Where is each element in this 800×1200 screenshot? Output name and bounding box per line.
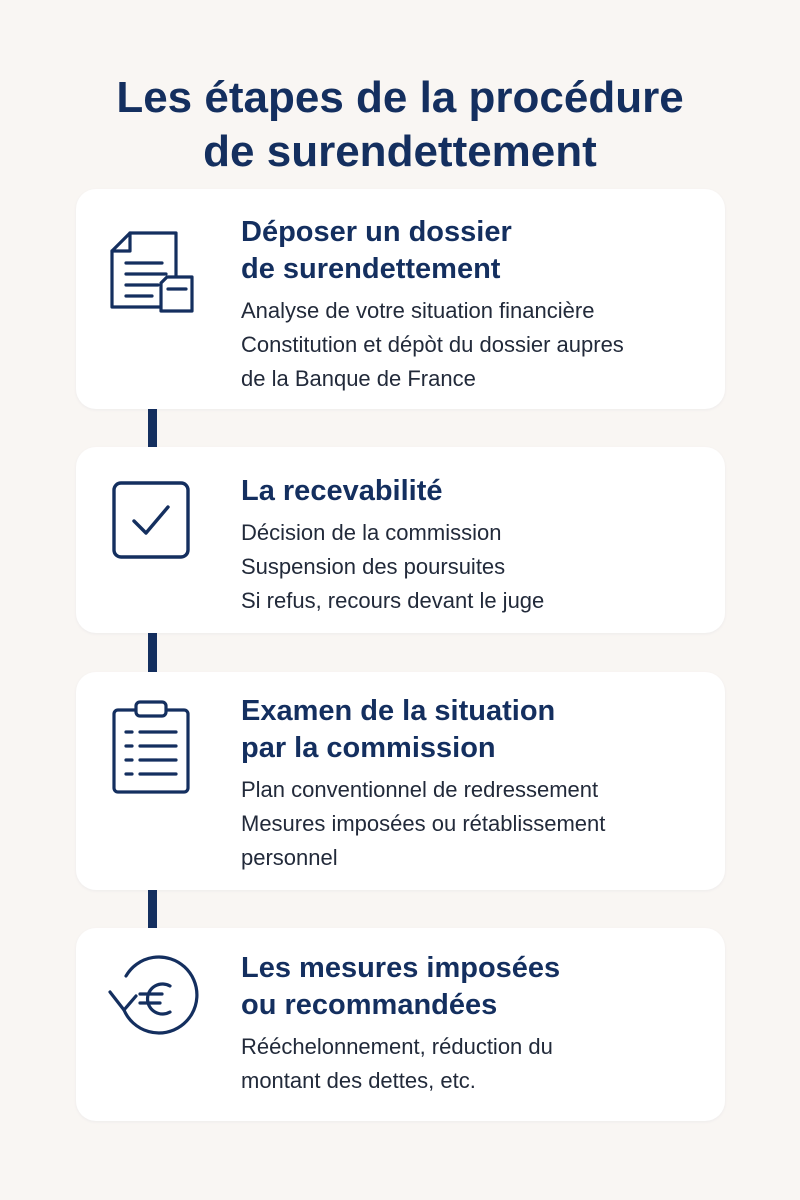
step-description-line: Si refus, recours devant le juge — [241, 588, 545, 613]
step-title — [241, 693, 705, 767]
document-icon — [104, 219, 200, 315]
step-card-mesures-imposees — [76, 928, 725, 1121]
step-description-line: Plan conventionnel de redressement — [241, 777, 599, 802]
step-description-line: Suspension des poursuites — [241, 554, 506, 579]
step-card-depot-dossier — [76, 189, 725, 409]
step-title-line: Déposer un dossier — [241, 216, 512, 248]
step-description-line: Décision de la commission — [241, 520, 502, 545]
step-description-line: Analyse de votre situation financière — [241, 298, 595, 323]
step-description-line: Mesures imposées ou rétablissement — [241, 811, 606, 836]
step-title-line: par la commission — [241, 732, 496, 764]
step-title — [241, 214, 705, 288]
timeline-connector-3 — [148, 890, 157, 928]
step-card-recevabilite — [76, 447, 725, 633]
page-title-line-1: Les étapes de la procédure — [116, 73, 684, 123]
timeline-connector-1 — [148, 409, 157, 447]
step-title-line: Les mesures imposées — [241, 952, 561, 984]
step-title — [241, 950, 705, 1024]
step-card-examen-situation — [76, 672, 725, 890]
step-description-line: personnel — [241, 845, 338, 870]
timeline-connector-2 — [148, 633, 157, 672]
step-description-line: de la Banque de France — [241, 366, 476, 391]
step-description-line: Constitution et dépòt du dossier aupres — [241, 332, 624, 357]
step-description-line: Rééchelonnement, réduction du — [241, 1034, 553, 1059]
step-title-line: de surendettement — [241, 253, 501, 285]
step-title-line: La recevabilité — [241, 475, 443, 507]
step-title-line: Examen de la situation — [241, 695, 556, 727]
step-title — [241, 473, 705, 510]
clipboard-icon — [104, 698, 200, 794]
step-description-line: montant des dettes, etc. — [241, 1068, 476, 1093]
page-title — [0, 71, 800, 179]
step-title-line: ou recommandées — [241, 989, 498, 1021]
page-title-line-2: de surendettement — [203, 127, 597, 177]
euro-refresh-icon — [104, 948, 200, 1044]
checkbox-icon — [104, 475, 200, 571]
